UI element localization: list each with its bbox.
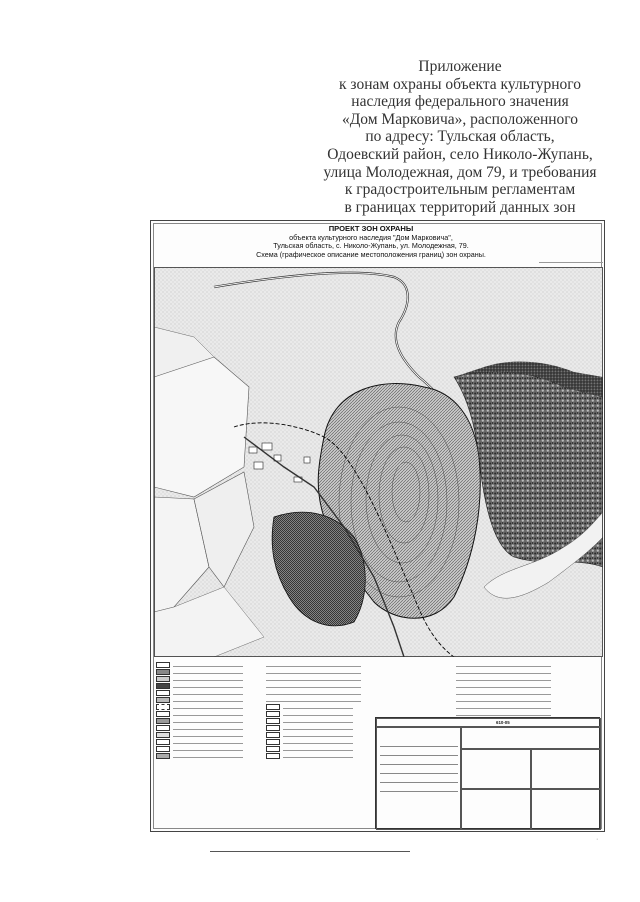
plan-title-block xyxy=(231,225,511,259)
sheet-code: 610-05 xyxy=(496,720,510,725)
protection-zone-plan-sheet xyxy=(150,220,605,832)
legend-column xyxy=(456,661,551,717)
heading-line: наследия федерального значения xyxy=(351,93,569,111)
zone-map xyxy=(154,267,603,657)
heading-line: к зонам охраны объекта культурного xyxy=(339,75,581,93)
plan-title: ПРОЕКТ ЗОН ОХРАНЫ xyxy=(328,224,414,233)
heading-line: Одоевский район, село Николо-Жупань, xyxy=(327,145,593,163)
heading-line: к градостроительным регламентам xyxy=(344,181,576,199)
heading-line: по адресу: Тульская область, xyxy=(365,128,555,146)
heading-line: «Дом Марковича», расположенного xyxy=(341,110,579,128)
heading-line: улица Молодежная, дом 79, и требования xyxy=(323,163,597,181)
appendix-heading xyxy=(300,58,620,216)
bottom-rule xyxy=(210,851,410,852)
heading-line: в границах территорий данных зон xyxy=(344,198,576,216)
legend-column xyxy=(156,661,243,759)
legend-column xyxy=(266,661,361,759)
plan-subtitle: объекта культурного наследия "Дом Марковича", xyxy=(289,232,453,242)
title-block-stamp xyxy=(375,717,600,829)
corner-mark: · xyxy=(596,836,599,843)
plan-address: Тульская область, с. Николо-Жупань, ул. Молодежная, 79. xyxy=(273,241,469,251)
heading-line: Приложение xyxy=(418,58,502,75)
plan-scheme-caption: Схема (графическое описание местоположения границ) зон охраны. xyxy=(256,249,486,259)
